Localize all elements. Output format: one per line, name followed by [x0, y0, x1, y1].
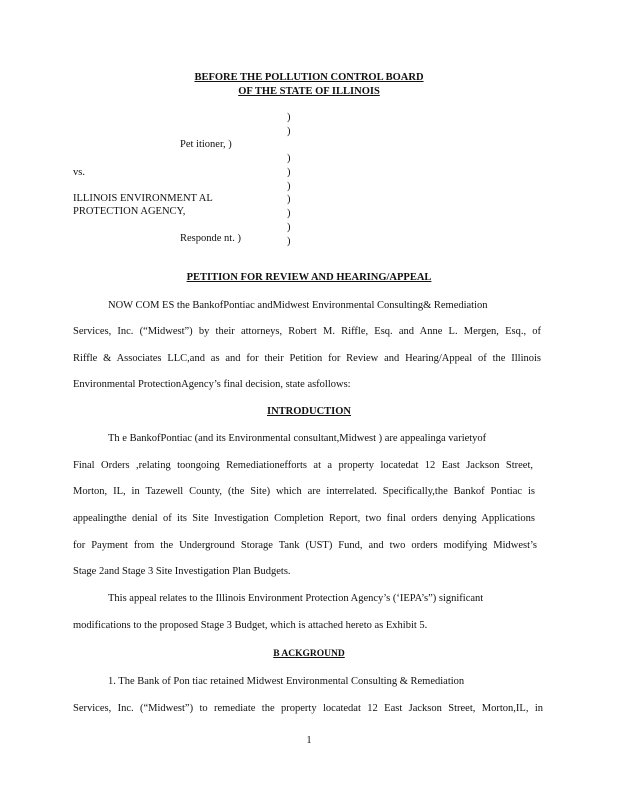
- numbered-line-2: Services, Inc. (“Midwest”) to remediate the property locatedat 12 East Jackson Street, Morton,IL, in: [73, 703, 543, 714]
- header-subtitle: OF THE STATE OF ILLINOIS: [238, 86, 380, 97]
- caption-paren: ): [287, 166, 291, 178]
- caption-paren: ): [287, 208, 291, 220]
- page-number: 1: [306, 735, 312, 746]
- intro-line-4: Environmental ProtectionAgency’s final decision, state asfollows:: [73, 379, 351, 390]
- caption-agency-line-1: ILLINOIS ENVIRONMENT AL: [73, 193, 213, 204]
- introduction-line-3: Morton, IL, in Tazewell County, (the Site) which are interrelated. Specifically,the Bankof Pontiac is: [73, 486, 535, 497]
- caption-respondent: Responde nt. ): [180, 233, 241, 244]
- introduction-line-6: Stage 2and Stage 3 Site Investigation Plan Budgets.: [73, 566, 291, 577]
- introduction-line-5: for Payment from the Underground Storage Tank (UST) Fund, and two orders modifying Midwest’s: [73, 540, 537, 551]
- background-heading: B ACKGROUND: [273, 649, 345, 659]
- caption-paren: ): [287, 180, 291, 192]
- introduction-line-4: appealingthe denial of its Site Investigation Completion Report, two final orders denying Applications: [73, 513, 535, 524]
- intro-line-2: Services, Inc. (“Midwest”) by their attorneys, Robert M. Riffle, Esq. and Anne L. Mergen, Esq., of: [73, 326, 541, 337]
- introduction-heading: INTRODUCTION: [266, 406, 351, 417]
- petition-title-line: [0, 272, 618, 283]
- introduction-line-1: Th e BankofPontiac (and its Environmental consultant,Midwest ) are appealinga varietyof: [108, 433, 487, 444]
- caption-paren: ): [287, 112, 291, 123]
- caption-paren: ): [287, 125, 291, 137]
- petition-title: PETITION FOR REVIEW AND HEARING/APPEAL: [186, 272, 432, 283]
- header-line-2: [0, 86, 618, 97]
- header-title: BEFORE THE POLLUTION CONTROL BOARD: [194, 72, 424, 83]
- caption-paren: ): [287, 194, 291, 206]
- introduction-heading-line: [0, 406, 618, 417]
- caption-paren: ): [287, 153, 291, 164]
- caption-paren-column-top: [287, 111, 291, 139]
- intro-line-1: NOW COM ES the BankofPontiac andMidwest Environmental Consulting& Remediation: [108, 300, 488, 311]
- caption-vs: vs.: [73, 167, 85, 178]
- caption-paren: ): [287, 221, 291, 233]
- background-heading-line: [0, 649, 618, 659]
- numbered-line-1: 1. The Bank of Pon tiac retained Midwest Environmental Consulting & Remediation: [108, 676, 465, 687]
- appeal-line-1: This appeal relates to the Illinois Environment Protection Agency’s (‘IEPA’s”) significant: [108, 593, 484, 604]
- appeal-line-2: modifications to the proposed Stage 3 Budget, which is attached hereto as Exhibit 5.: [73, 620, 428, 631]
- introduction-line-2: Final Orders ,relating toongoing Remediationefforts at a property locatedat 12 East Jackson Street,: [73, 460, 533, 471]
- caption-paren-column-bottom: [287, 152, 291, 249]
- caption-paren: ): [287, 235, 291, 247]
- caption-petitioner: Pet itioner, ): [180, 139, 232, 150]
- intro-line-3: Riffle & Associates LLC,and as and for their Petition for Review and Hearing/Appeal of the Illinois: [73, 353, 541, 364]
- caption-agency-line-2: PROTECTION AGENCY,: [73, 206, 186, 217]
- header-line-1: [0, 72, 618, 83]
